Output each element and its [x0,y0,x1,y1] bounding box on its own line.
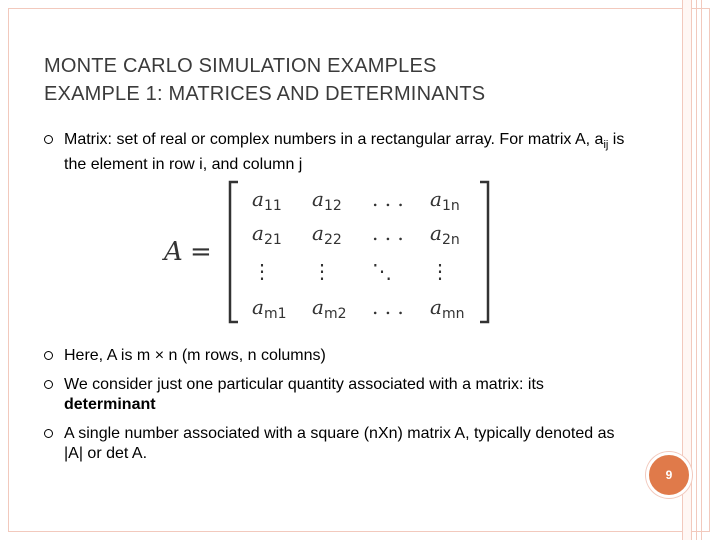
decorative-side-band-inner [696,0,702,540]
page-number-badge: 9 [646,452,692,498]
subscript-ij: ij [603,139,609,152]
matrix-cell-4-4: $a_{mn}$ [430,295,465,322]
matrix-cell-2-4: $a_{2n}$ [430,221,460,248]
bullet-dimensions [44,346,634,366]
bullet-marker-icon [44,351,53,360]
bullet-marker-icon [44,380,53,389]
matrix-cell-3-1: ⋮ [252,259,272,283]
left-bracket [230,182,238,322]
matrix-cell-1-3: . . . [372,187,404,211]
bullet-determinant [44,375,634,415]
bullet-text-part: We consider just one particular quantity associated with a matrix: its [64,376,544,393]
bold-term: determinant [64,396,156,413]
bullet-text: A single number associated with a square (nXn) matrix A, typically denoted as |A| or det A. [64,425,615,462]
slide-title [44,52,664,108]
bullet-matrix-definition [44,130,634,175]
matrix-cell-3-4: ⋮ [430,259,450,283]
bullet-text-part: is the element in row i, and column j [64,131,625,174]
matrix-cell-3-3: ⋱ [372,259,392,283]
bullet-square-matrix [44,424,634,464]
bullet-text: Here, A is m × n (m rows, n columns) [64,347,326,364]
bullet-marker-icon [44,135,53,144]
matrix-cell-4-2: $a_{m2}$ [312,295,347,322]
right-bracket [480,182,488,322]
title-line-1: MONTE CARLO SIMULATION EXAMPLES [44,55,437,77]
matrix-lhs: A [164,237,183,267]
matrix-cell-4-3: . . . [372,295,404,319]
matrix-figure [160,178,500,328]
bullet-text [64,375,634,415]
bullet-marker-icon [44,429,53,438]
title-line-2: EXAMPLE 1: MATRICES AND DETERMINANTS [44,83,486,105]
matrix-cell-4-1: $a_{m1}$ [252,295,287,322]
matrix-cell-1-1: $a_{11}$ [252,187,282,214]
matrix-cell-2-1: $a_{21}$ [252,221,282,248]
matrix-equals: = [190,237,212,267]
matrix-cell-2-2: $a_{22}$ [312,221,342,248]
matrix-cell-3-2: ⋮ [312,259,332,283]
bullet-text-part: Matrix: set of real or complex numbers in a rectangular array. For matrix A, a [64,131,604,148]
matrix-cell-1-2: $a_{12}$ [312,187,342,214]
matrix-cell-1-4: $a_{1n}$ [430,187,460,214]
matrix-cell-2-3: . . . [372,221,404,245]
bullet-text [64,130,634,175]
